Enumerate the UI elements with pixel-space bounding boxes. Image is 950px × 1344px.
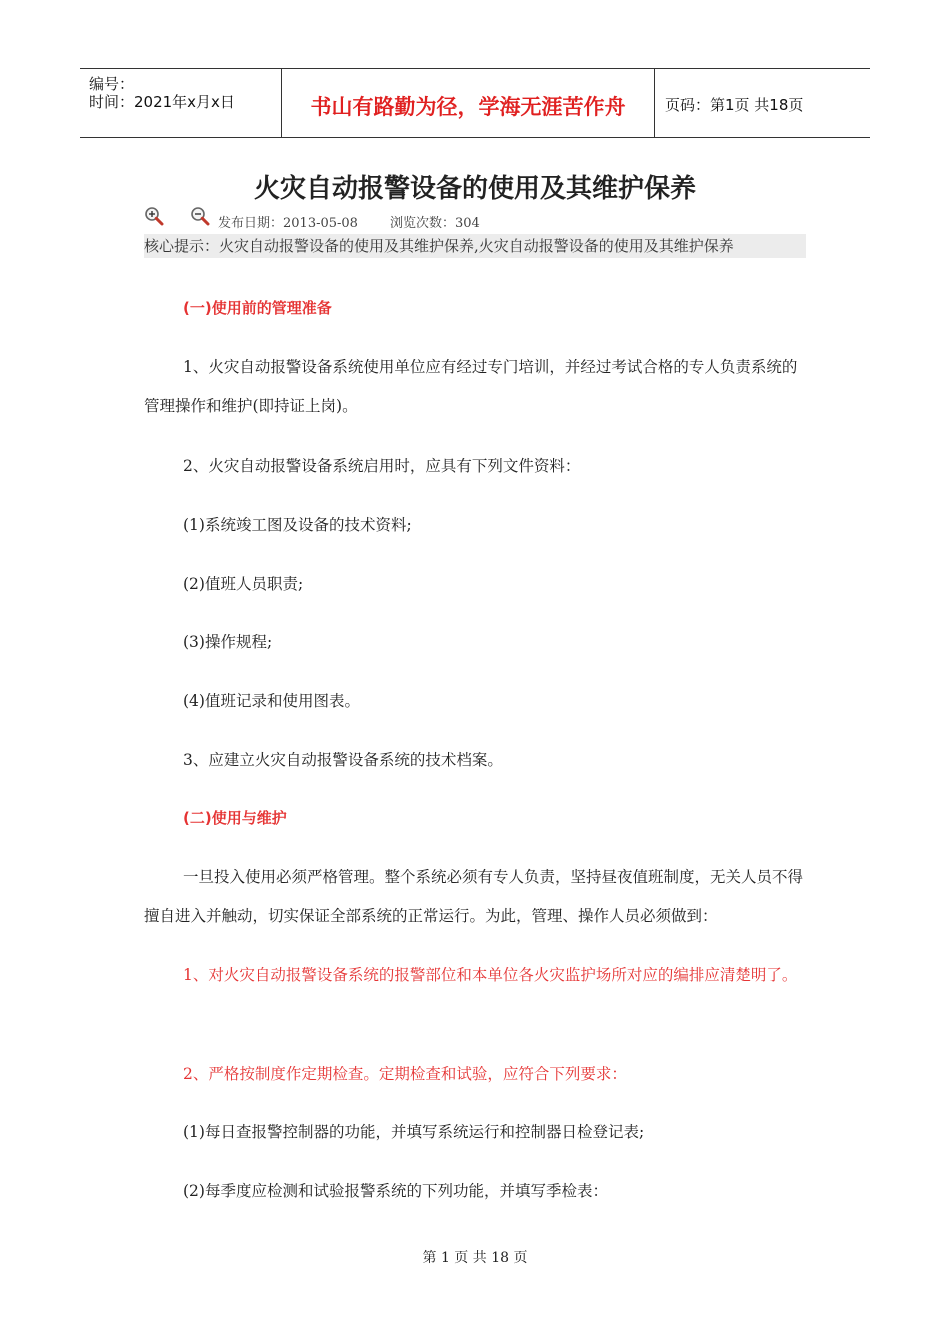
summary-bar: 核心提示：火灾自动报警设备的使用及其维护保养,火灾自动报警设备的使用及其维护保养 <box>144 234 806 258</box>
header-info-cell <box>80 69 282 137</box>
page-footer: 第 1 页 共 18 页 <box>422 1250 528 1266</box>
header-motto-cell <box>282 69 655 137</box>
s2-intro: 一旦投入使用必须严格管理。整个系统必须有专人负责，坚持昼夜值班制度，无关人员不得擅自进入并触动，切实保证全部系统的正常运行。为此，管理、操作人员必须做到： <box>144 868 804 925</box>
s2-item1: 1、对火灾自动报警设备系统的报警部位和本单位各火灾监护场所对应的编排应清楚明了。 <box>183 966 798 984</box>
publish-date: 发布日期：2013-05-08 <box>218 216 358 231</box>
section1-heading: (一)使用前的管理准备 <box>183 299 332 317</box>
time-label: 时间：2021年x月x日 <box>89 93 235 111</box>
view-count: 浏览次数：304 <box>390 216 480 231</box>
s2-item2: 2、严格按制度作定期检查。定期检查和试验，应符合下列要求： <box>183 1065 627 1083</box>
s1-item2: 2、火灾自动报警设备系统启用时，应具有下列文件资料： <box>183 457 581 475</box>
zoom-out-icon[interactable] <box>190 206 210 226</box>
s1-sub4: (4)值班记录和使用图表。 <box>183 692 360 710</box>
section2-heading: (二)使用与维护 <box>183 809 287 827</box>
s1-sub1: (1)系统竣工图及设备的技术资料; <box>183 516 412 534</box>
s2-sub1: (1)每日查报警控制器的功能，并填写系统运行和控制器日检登记表; <box>183 1123 645 1141</box>
number-label: 编号： <box>89 75 135 93</box>
page-title: 火灾自动报警设备的使用及其维护保养 <box>253 174 696 204</box>
s1-sub2: (2)值班人员职责; <box>183 575 304 593</box>
motto: 书山有路勤为径，学海无涯苦作舟 <box>310 95 626 119</box>
s1-item1: 1、火灾自动报警设备系统使用单位应有经过专门培训，并经过考试合格的专人负责系统的管理操作和维护(即持证上岗)。 <box>144 358 798 415</box>
s1-sub3: (3)操作规程; <box>183 633 273 651</box>
page-info: 页码：第1页 共18页 <box>665 96 804 114</box>
zoom-in-icon[interactable] <box>144 206 164 226</box>
s1-item3: 3、应建立火灾自动报警设备系统的技术档案。 <box>183 751 503 769</box>
header-page-cell <box>655 69 870 137</box>
document-header <box>80 68 870 138</box>
s2-sub2: (2)每季度应检测和试验报警系统的下列功能，并填写季检表： <box>183 1182 608 1200</box>
